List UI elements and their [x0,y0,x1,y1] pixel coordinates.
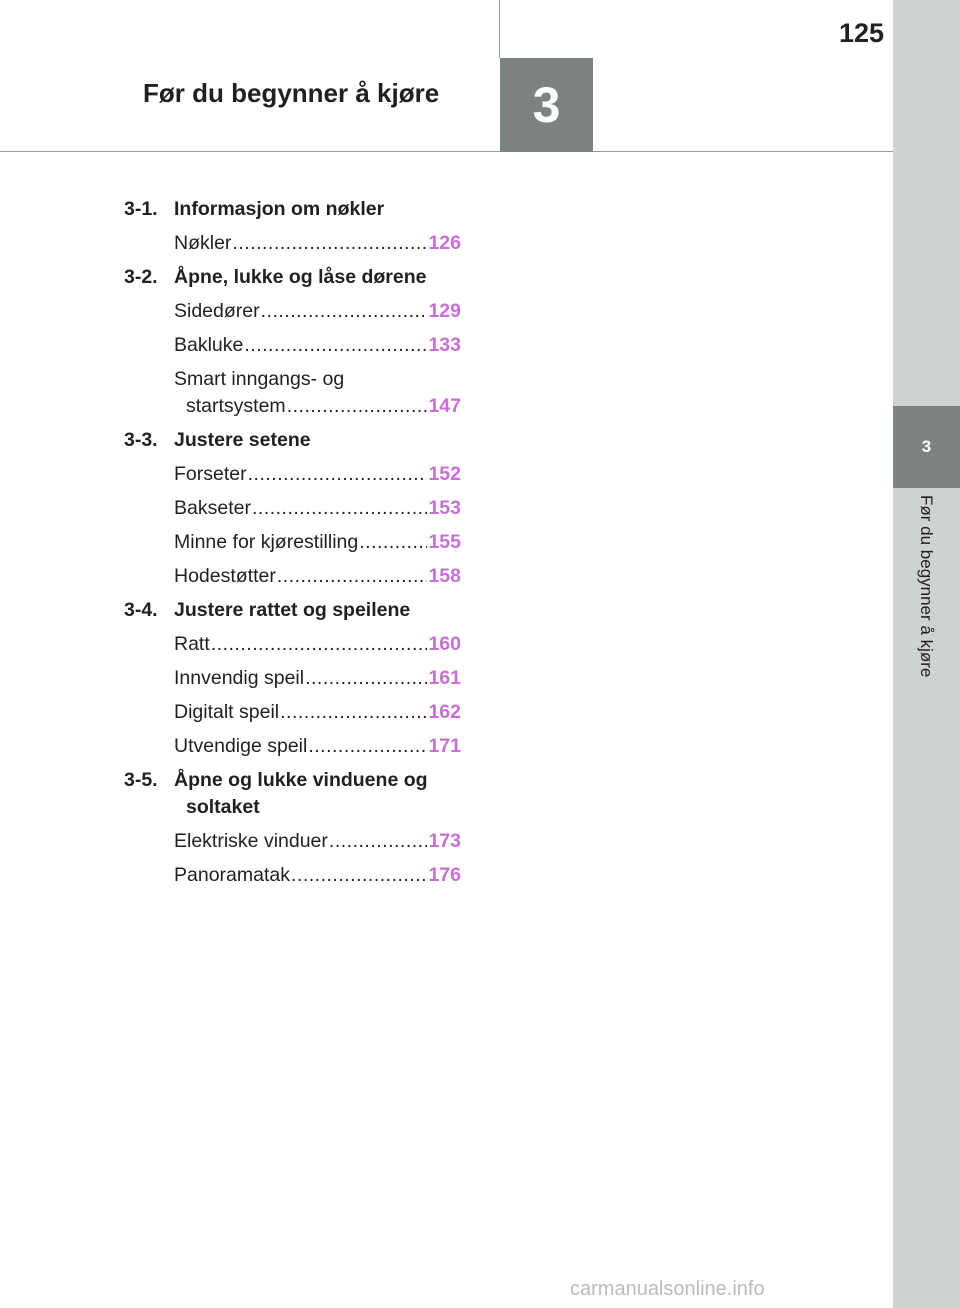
toc-entry-ratt[interactable] [174,631,461,658]
section-title: Åpne og lukke vinduene og soltaket [174,769,428,818]
leader-dots [277,563,428,590]
page-link[interactable]: 161 [428,667,461,689]
chapter-number-box: 3 [500,58,593,152]
leader-dots [261,298,428,325]
page-link[interactable]: 153 [428,497,461,519]
section-title: Åpne, lukke og låse dørene [174,266,427,288]
leader-dots [291,862,427,889]
entry-label-line2: startsystem [186,395,286,417]
table-of-contents [124,196,464,896]
toc-section-3-1 [124,196,464,223]
entry-label: Sidedører [174,300,260,322]
toc-entry-hodestotter[interactable] [174,563,461,590]
leader-dots [359,529,427,556]
watermark: carmanualsonline.info [570,1278,765,1300]
toc-entry-minne[interactable] [174,529,461,556]
toc-entry-bakseter[interactable] [174,495,461,522]
toc-entry-bakluke[interactable] [174,332,461,359]
leader-dots [244,332,427,359]
side-chapter-tab[interactable]: 3 [893,406,960,488]
page-link[interactable]: 158 [428,565,461,587]
entry-label: Minne for kjørestilling [174,531,359,553]
section-number: 3-3. [124,429,158,451]
page-link[interactable]: 162 [428,701,461,723]
toc-entry-utvendige-speil[interactable] [174,733,461,760]
page-link[interactable]: 176 [428,864,461,886]
leader-dots [329,828,428,855]
toc-entry-innvendig-speil[interactable] [174,665,461,692]
entry-label-line1: Smart inngangs- og [174,368,345,390]
page-link[interactable]: 126 [428,232,461,254]
leader-dots [308,733,427,760]
page-link[interactable]: 129 [428,300,461,322]
entry-label: Hodestøtter [174,565,276,587]
section-title: Informasjon om nøkler [174,198,385,220]
entry-label: Panoramatak [174,864,290,886]
section-title: Justere rattet og speilene [174,599,411,621]
page-link[interactable]: 152 [428,463,461,485]
page-link[interactable]: 171 [428,735,461,757]
section-number: 3-1. [124,198,158,220]
entry-label: Ratt [174,633,210,655]
chapter-title: Før du begynner å kjøre [143,78,440,108]
entry-label: Forseter [174,463,247,485]
toc-entry-elektriske-vinduer[interactable] [174,828,461,855]
toc-entry-smart-system[interactable] [174,366,461,420]
entry-label: Elektriske vinduer [174,830,328,852]
page-link[interactable]: 133 [428,334,461,356]
entry-label: Digitalt speil [174,701,280,723]
leader-dots [252,495,428,522]
page-number: 125 [838,18,884,48]
section-number: 3-5. [124,769,158,791]
section-number: 3-2. [124,266,158,288]
toc-section-3-2 [124,264,464,291]
leader-dots [287,393,428,420]
header-divider-horizontal [0,151,893,152]
toc-entry-nokler[interactable] [174,230,461,257]
entry-label: Bakseter [174,497,251,519]
toc-entry-sidedorer[interactable] [174,298,461,325]
entry-label: Innvendig speil [174,667,305,689]
side-chapter-title: Før du begynner å kjøre [917,495,936,678]
entry-label: Bakluke [174,334,244,356]
page-link[interactable]: 155 [428,531,461,553]
entry-line2 [174,393,461,420]
toc-entry-panoramatak[interactable] [174,862,461,889]
toc-section-3-5 [124,767,464,821]
header-divider-vertical [499,0,500,58]
leader-dots [248,461,428,488]
leader-dots [232,230,427,257]
page-link[interactable]: 173 [428,830,461,852]
leader-dots [211,631,428,658]
page-link[interactable]: 160 [428,633,461,655]
leader-dots [305,665,427,692]
page-link[interactable]: 147 [428,395,461,417]
entry-label: Nøkler [174,232,232,254]
toc-section-3-3 [124,427,464,454]
toc-entry-forseter[interactable] [174,461,461,488]
section-number: 3-4. [124,599,158,621]
entry-label: Utvendige speil [174,735,308,757]
leader-dots [280,699,427,726]
side-title-container [893,495,960,735]
toc-section-3-4 [124,597,464,624]
toc-entry-digitalt-speil[interactable] [174,699,461,726]
section-title: Justere setene [174,429,311,451]
